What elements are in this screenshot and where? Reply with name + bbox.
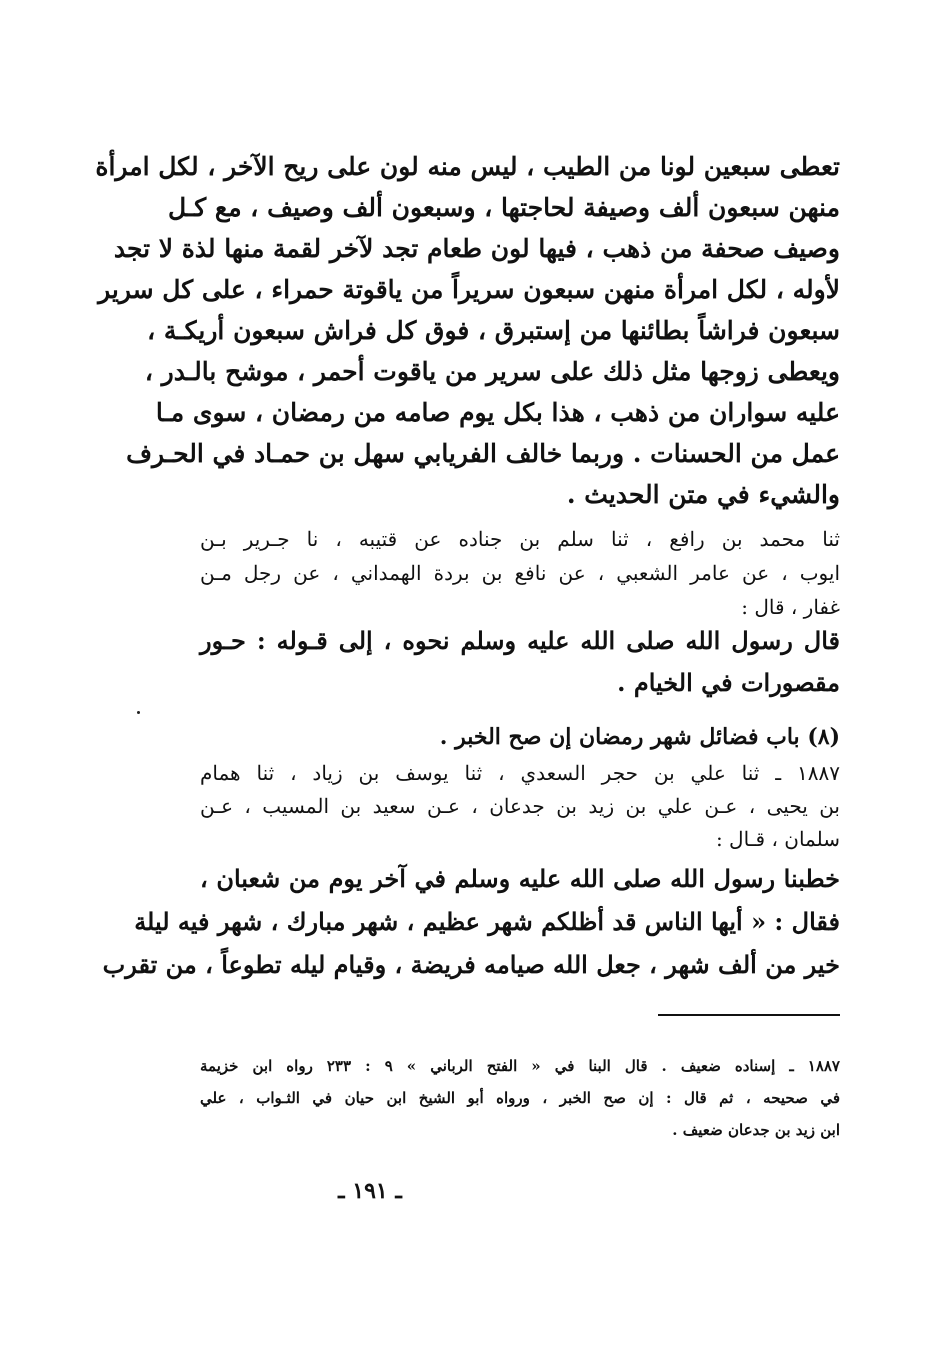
text-line: عليه سواران من ذهب ، هذا بكل يوم صامه من رمضان ، سوى مـا — [155, 398, 840, 427]
footnote — [200, 1050, 840, 1146]
text-line: قال رسول الله صلى الله عليه وسلم نحوه ، إلى قـوله : حـور — [200, 626, 840, 655]
text-line: ايوب ، عن عامر الشعبي ، عن نافع بن بردة الهمداني ، عن رجل مـن — [200, 561, 840, 585]
isnad-2 — [200, 757, 840, 856]
hadith-1 — [200, 620, 840, 704]
isnad-1 — [200, 522, 840, 624]
text-line: تعطى سبعين لونا من الطيب ، ليس منه لون على ريح الآخر ، لكل امرأة — [95, 152, 840, 181]
text-line: بن يحيى ، عـن علي بن زيد بن جدعان ، عـن سعيد بن المسيب ، عـن — [200, 794, 840, 818]
text-line: والشيء في متن الحديث . — [566, 480, 840, 509]
chapter-heading — [200, 717, 840, 757]
text-line: وصيف صحفة من ذهب ، فيها لون طعام تجد لآخر لقمة منها لذة لا تجد — [113, 234, 840, 263]
footnote-line: في صحيحه ، ثم قال : إن صح الخبر ، ورواه أبو الشيخ ابن حيان في الثـواب ، علي — [200, 1089, 840, 1107]
text-line: خطبنا رسول الله صلى الله عليه وسلم في آخر يوم من شعبان ، — [200, 864, 840, 893]
paragraph-1 — [95, 146, 840, 515]
text-line: لأوله ، لكل امرأة منهن سبعون سريراً من ياقوتة حمراء ، على كل سرير — [98, 275, 840, 304]
hadith-2 — [102, 857, 840, 986]
text-line: خير من ألف شهر ، جعل الله صيامه فريضة ، وقيام ليله تطوعاً ، من تقرب — [102, 950, 840, 979]
document-page — [95, 0, 841, 1353]
text-line: ويعطى زوجها مثل ذلك على سرير من ياقوت أحمر ، موشح بالـدر ، — [144, 357, 840, 386]
page-number: ـ ١٩١ ـ — [338, 1178, 402, 1204]
text-line: مقصورات في الخيام . — [617, 668, 840, 697]
text-line: غفار ، قال : — [741, 595, 840, 619]
footnote-line: ١٨٨٧ ـ إسناده ضعيف . قال البنا في « الفتح الرباني » ٩ : ٢٣٣ رواه ابن خزيمة — [200, 1057, 840, 1075]
text-line: سبعون فراشاً بطائنها من إستبرق ، فوق كل فراش سبعون أريكـة ، — [147, 316, 840, 345]
text-line: سلمان ، قـال : — [715, 827, 840, 851]
scan-speck — [137, 711, 140, 714]
text-line: عمل من الحسنات . وربما خالف الفريابي سهل بن حمـاد في الحـرف — [126, 439, 840, 468]
text-line: ثنا محمد بن رافع ، ثنا سلم بن جناده عن قتيبه ، نا جـرير بـن — [200, 527, 840, 551]
text-line: منهن سبعون ألف وصيفة لحاجتها ، وسبعون ألف وصيف ، مع كـل — [168, 193, 840, 222]
text-line: ١٨٨٧ ـ ثنا علي بن حجر السعدي ، ثنا يوسف بن زياد ، ثنا همام — [200, 761, 841, 785]
footnote-separator — [658, 1014, 840, 1016]
text-line: فقال : « أيها الناس قد أظلكم شهر عظيم ، شهر مبارك ، شهر فيه ليلة — [134, 907, 840, 936]
heading-text: (٨) باب فضائل شهر رمضان إن صح الخبر . — [439, 724, 840, 750]
footnote-line: ابن زيد بن جدعان ضعيف . — [672, 1121, 840, 1139]
